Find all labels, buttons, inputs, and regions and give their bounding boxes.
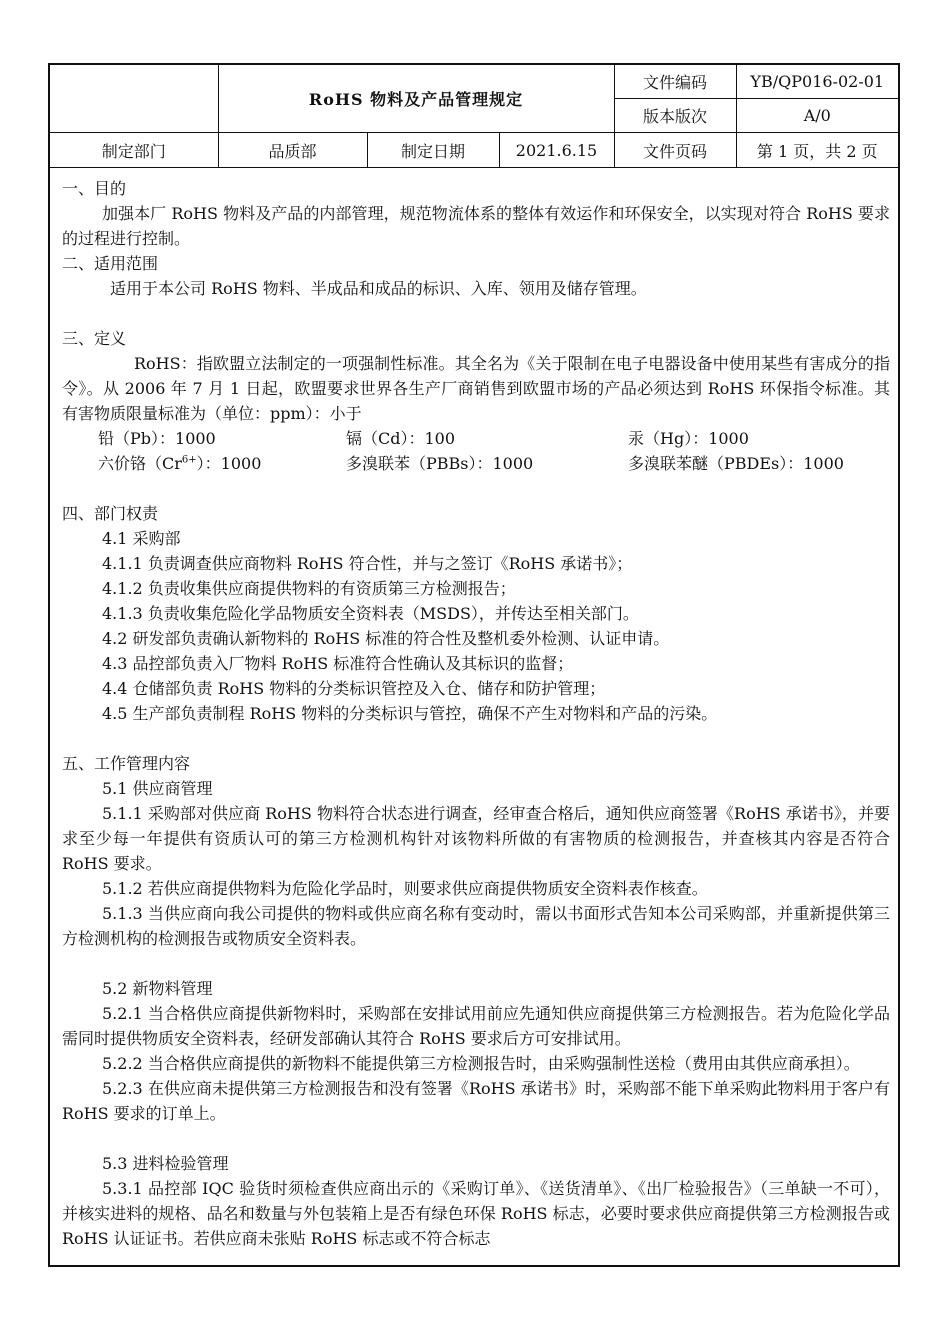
section-5-1-heading: 5.1 供应商管理 bbox=[102, 779, 213, 798]
limits-row-1 bbox=[62, 426, 890, 451]
version-value: A/0 bbox=[736, 99, 898, 133]
dept-label: 制定部门 bbox=[50, 133, 218, 168]
document-body bbox=[62, 176, 890, 1251]
clause-5-2-1: 5.2.1 当合格供应商提供新物料时，采购部在安排试用前应先通知供应商提供第三方检测报告。若为危险化学品需同时提供物质安全资料表，经研发部确认其符合 RoHS 要求后方可安排试用。 bbox=[62, 1004, 890, 1048]
section-2-text: 适用于本公司 RoHS 物料、半成品和成品的标识、入库、领用及储存管理。 bbox=[110, 279, 647, 298]
dept-value: 品质部 bbox=[218, 133, 367, 168]
section-5-heading: 五、工作管理内容 bbox=[62, 754, 191, 773]
section-4-item: 4.1 采购部 bbox=[102, 529, 181, 548]
section-5-2-heading: 5.2 新物料管理 bbox=[102, 979, 213, 998]
limit-cr-sup: 6+ bbox=[181, 454, 197, 466]
section-4-item: 4.1.3 负责收集危险化学品物质安全资料表（MSDS），并传达至相关部门。 bbox=[102, 604, 639, 623]
header-blank-cell bbox=[50, 65, 218, 133]
clause-5-3-1: 5.3.1 品控部 IQC 验货时须检查供应商出示的《采购订单》、《送货清单》、《出厂检验报告》（三单缺一不可），并核实进料的规格、品名和数量与外包装箱上是否有绿色环保 RoHS 标志，必要时要求供应商提供第三方检测报告或 RoHS 认证证书。若供应商未张贴 RoHS 标志或不符合标志 bbox=[62, 1179, 890, 1248]
limit-pb: 铅（Pb）：1000 bbox=[98, 429, 216, 448]
section-4-heading: 四、部门权责 bbox=[62, 504, 159, 523]
limit-cr bbox=[98, 451, 346, 476]
document-frame bbox=[48, 63, 900, 1267]
section-1-text: 加强本厂 RoHS 物料及产品的内部管理，规范物流体系的整体有效运作和环保安全，以实现对符合 RoHS 要求的过程进行控制。 bbox=[62, 204, 890, 248]
page-value: 第 1 页，共 2 页 bbox=[736, 133, 898, 168]
section-4-item: 4.1.1 负责调查供应商物料 RoHS 符合性，并与之签订《RoHS 承诺书》； bbox=[102, 554, 633, 573]
limit-hg: 汞（Hg）：1000 bbox=[628, 429, 749, 448]
section-4-item: 4.2 研发部负责确认新物料的 RoHS 标准的符合性及整机委外检测、认证申请。 bbox=[102, 629, 670, 648]
version-label: 版本版次 bbox=[614, 99, 736, 133]
clause-5-1-1: 5.1.1 采购部对供应商 RoHS 物料符合状态进行调查，经审查合格后，通知供应商签署《RoHS 承诺书》，并要求至少每一年提供有资质认可的第三方检测机构针对该物料所做的有害物质的检测报告，并查核其内容是否符合 RoHS 要求。 bbox=[62, 804, 890, 873]
limit-pbbs: 多溴联苯（PBBs）：1000 bbox=[346, 454, 534, 473]
limit-pbdes: 多溴联苯醚（PBDEs）：1000 bbox=[628, 454, 844, 473]
document-title: RoHS 物料及产品管理规定 bbox=[218, 65, 614, 133]
section-4-item: 4.1.2 负责收集供应商提供物料的有资质第三方检测报告； bbox=[102, 579, 516, 598]
limits-row-2 bbox=[62, 451, 890, 476]
doc-no-value: YB/QP016-02-01 bbox=[736, 65, 898, 99]
section-4-item: 4.3 品控部负责入厂物料 RoHS 标准符合性确认及其标识的监督； bbox=[102, 654, 574, 673]
page-label: 文件页码 bbox=[614, 133, 736, 168]
section-3-text: RoHS：指欧盟立法制定的一项强制性标准。其全名为《关于限制在电子电器设备中使用某些有害成分的指令》。从 2006 年 7 月 1 日起，欧盟要求世界各生产厂商销售到欧盟市场的产品必须达到 RoHS 环保指令标准。其有害物质限量标准为（单位：ppm）：小于 bbox=[62, 354, 890, 423]
section-5-3-heading: 5.3 进料检验管理 bbox=[102, 1154, 229, 1173]
limit-cr-suffix: ）：1000 bbox=[196, 454, 262, 473]
section-3-heading: 三、定义 bbox=[62, 329, 127, 348]
limit-cd: 镉（Cd）：100 bbox=[346, 429, 456, 448]
clause-5-1-3: 5.1.3 当供应商向我公司提供的物料或供应商名称有变动时，需以书面形式告知本公司采购部，并重新提供第三方检测机构的检测报告或物质安全资料表。 bbox=[62, 904, 890, 948]
section-1-heading: 一、目的 bbox=[62, 179, 127, 198]
doc-no-label: 文件编码 bbox=[614, 65, 736, 99]
limit-cr-prefix: 六价铬（Cr bbox=[98, 454, 182, 473]
date-value: 2021.6.15 bbox=[499, 133, 614, 168]
clause-5-2-2: 5.2.2 当合格供应商提供的新物料不能提供第三方检测报告时，由采购强制性送检（费用由其供应商承担）。 bbox=[102, 1054, 860, 1073]
clause-5-1-2: 5.1.2 若供应商提供物料为危险化学品时，则要求供应商提供物质安全资料表作核查。 bbox=[102, 879, 708, 898]
section-4-item: 4.5 生产部负责制程 RoHS 物料的分类标识与管控，确保不产生对物料和产品的污染。 bbox=[102, 704, 718, 723]
document-header-table bbox=[50, 65, 898, 168]
date-label: 制定日期 bbox=[367, 133, 499, 168]
section-4-item: 4.4 仓储部负责 RoHS 物料的分类标识管控及入仓、储存和防护管理； bbox=[102, 679, 606, 698]
clause-5-2-3: 5.2.3 在供应商未提供第三方检测报告和没有签署《RoHS 承诺书》时，采购部不能下单采购此物料用于客户有 RoHS 要求的订单上。 bbox=[62, 1079, 890, 1123]
section-2-heading: 二、适用范围 bbox=[62, 254, 159, 273]
